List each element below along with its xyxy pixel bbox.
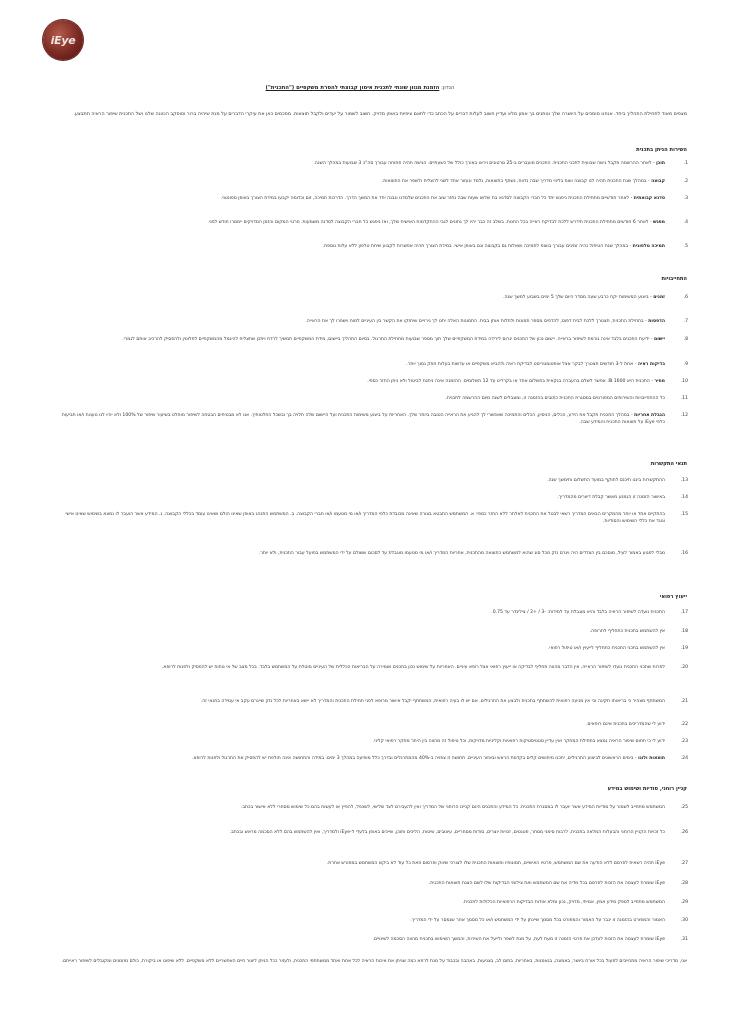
clause-number: 22. — [680, 722, 688, 727]
clause-number: 15. — [680, 512, 688, 517]
clause-text — [60, 178, 665, 185]
clause-heading: תמיכה טלפונית — [632, 244, 665, 249]
iEye-logo — [43, 20, 83, 60]
clause-text — [60, 917, 665, 924]
clause-text — [60, 361, 665, 368]
clause-body: - במהלך שנת התכנית תהיה לנו קבוצה ווצפ בליווי מדריך שבה נדווח, נשתף בתוצאות, נלמד ונעזור אחד לשני להצליח ולשפר את התוצאות. — [381, 179, 652, 184]
clause-number: 14. — [680, 495, 688, 500]
clause-text — [60, 829, 665, 836]
clause-text — [60, 494, 665, 501]
clause-text — [60, 628, 665, 635]
clause-body: אין להשתמש בתכנית כתחליף לתרופה. — [589, 629, 665, 634]
clause-body: - אחת ל-3 חודשים תצטרך לבקר אצל אופטומטריסט לבדיקת ראיה ולהביא משקפיים או עדשות בעלות חוזק נמוך יותר. — [406, 362, 638, 367]
clause-number: 10. — [680, 379, 688, 384]
clause-number: 23. — [680, 739, 688, 744]
clause-number: 11. — [680, 396, 688, 401]
clause-text — [60, 511, 665, 526]
section-title-commitments: התחייבויות — [661, 276, 687, 282]
clause-number: 18. — [680, 629, 688, 634]
clause-body: כל זכויות הקניין הרוחני והבעלות המלאה בתכנית, לרבות סימני מסחר, פטנטים, זכויות יוצרים, סודות מסחריים, עיצובים, שיטות, הליכים ותוכן, שייכים באופן בלעדי ל-iEye ולמדריך, ואין להשתמש בהם ללא הסכמה מראש ובכתב. — [229, 830, 665, 835]
clause-text — [60, 936, 665, 943]
clause-body: המשתמש מתחייב לספק מידע אמין, אמיתי, מדויק, נכון ומלא אודות הבדיקות הרפואיות הכלולות לתכנית. — [462, 900, 665, 905]
clause-heading: קבוצה — [651, 179, 665, 184]
clause-heading: תוצאות ולוגו — [638, 756, 665, 761]
clause-body: המשתתף מצהיר כי בריאותו תקינה וכי אין מניעה רפואית להשתתף בתכנית ולבצע את התרגילים. אם יש לו בעיה רפואית, המשתתף יקבל אישור מרופא לפני תחילת התכנית והמדריך לא יישא באחריות לכל נזק שייגרם עקב אי עמידה בתנאי זה. — [200, 699, 665, 704]
clause-number: 31. — [680, 937, 688, 942]
clause-body: iEye שומרת לעצמה את הזכות לעדכן את פרטי הזמנה זו מעת לעת, על מנת לשפר ולייעל את השירות, והמשך השימוש בתכנית מהווה הסכמה לשינויים. — [372, 937, 665, 942]
clause-number: 6. — [683, 295, 688, 300]
clause-text — [60, 412, 665, 427]
clause-number: 4. — [683, 220, 688, 225]
clause-number: 30. — [680, 918, 688, 923]
clause-number: 2. — [683, 179, 688, 184]
clause-text — [60, 698, 665, 705]
clause-heading: זמנים — [653, 295, 665, 300]
clause-body: iEye תהיה רשאית לפרסם ללא הודעה את שם המשתמש, פרטיו האישיים, תמונותיו ותוצאות התכנית שלו לצורכי שיווק ופרסום וזאת כל עוד לא ביקש המשתמש במפורש אחרת. — [326, 861, 665, 866]
clause-body: - ביצוע המשימות יקח כרבע שעה מסדר היום שלך 5 ימים בשבוע למשך שנה. — [503, 295, 654, 300]
clause-text — [60, 318, 665, 325]
clause-body: באישור הזמנה זו הנמנע מאשר קבלת דיוורים מהמדריך. — [557, 495, 665, 500]
clause-text — [60, 755, 665, 762]
clause-body: - ידיעת התכנים בלבד אינה גורמת לשיפור בראייה. יישום נכון של התכנים יגרום לירידה במידת המשקפיים שלך תוך מספר שבועות מתחילת התרגול. בסיום התהליך ביישום, מידת המשקפיים תמשיך לרדת ויתכן שתצליח להיגמל מהמשקפיים לחלוטין ולהפסיק להרכיב אותם לגמרי. — [122, 337, 655, 342]
clause-text — [60, 721, 665, 728]
clause-number: 21. — [680, 699, 688, 704]
clause-body: - בימים הראשונים לביצוע התרגילים, יתכנו מיחושים קלים בקדמת הראש ובאזור העיניים. תחושה זו צפויה ב-40% מהמתרגלים ובדרך כלל מופיעה במהלך 3 ימים. במידה והתחושה אינה חולפת יש להפסיק את התרגול ולפנות לרופא. — [192, 756, 639, 761]
clause-body: - לאחר ההרשמה תקבל גישה שבועית לתכני התכנית. התכנים מועברים ב-25 סרטונים ויראו באורך כולל של כשעתיים. הגישה תהיה פתוחה עבורך סה"כ 3 שבועות במהלך השנה. — [313, 161, 657, 166]
clause-heading: סדנא קבוצתית — [633, 196, 665, 201]
clause-text — [60, 645, 665, 652]
clause-body: - במהלך התכנית תקבל את הידע, הכלים, הניסיון, הכלים והתמיכה שאפשרי לך להגיע את הראייה הטובה ביותר שלך. האחריות על ביצוע משימות התכנית ועל היישום שלה תלויה בך ובשכל החלטותיך. אנו לא מבטיחים הבטחה לשיפור מוחלט בשיעור שיפור של 100% ולא יהיו לנו טענות ו/או תביעות כלפי iEye על תוצאות התכנית והמידע שבה. — [61, 413, 665, 426]
clause-heading: מחיר — [654, 379, 665, 384]
clause-body: בהתקיים אחד או יותר מהמקרים הבאים המדריך רשאי לבטל את התכנית לאלתר ללא החזר כספי: א. המשתמש התבטא בצורה שאינה מכובדת כלפי המדריך ו/או מי מטעמו ו/או חברי הקבוצה. ב. המשתמש התנהג באופן שאינו הולם ושאינו עומד בכללי הקבוצה. ג. המידע אשר הועבר לו נמצא בשימוש שאינו אישי ונוגד את כללי השימוש והסודיות. — [65, 512, 665, 525]
clause-number: 1. — [683, 161, 688, 166]
clause-number: 29. — [680, 900, 688, 905]
clause-number: 3. — [683, 196, 688, 201]
clause-number: 8. — [683, 337, 688, 342]
clause-number: 27. — [680, 861, 688, 866]
clause-number: 7. — [683, 319, 688, 324]
clause-body: אין להשתמש בתכני התכנית כתחליף לייעוץ ו/או טיפול רפואי. — [547, 646, 665, 651]
clause-heading: יישום — [654, 337, 665, 342]
section-title-medical: ייעוץ רפואי — [659, 594, 687, 600]
clause-text — [60, 899, 665, 906]
clause-text — [60, 243, 665, 250]
clause-body: - במהלך שנת הטיפול נהיה זמינים עבורך בווצפ לתמיכה ושאלות גם בקבוצה וגם באופן אישי. במידת הצורך תהיה אפשרות לקבוע שיחת טלפון ללא עלות נוספת. — [322, 244, 633, 249]
clause-number: 26. — [680, 830, 688, 835]
section-title-terms: תנאי התקשרות — [650, 461, 687, 467]
clause-body: - בתחילת התכנית, תצטרך ללכת לבית דפוס, להדפיס מספר תמונות ולתלות אותן בבית. התמונות האלה יתנו לך גירויים שיחזקו את הקשר בין העיניים למוח וישפרו לך את הראייה. — [305, 319, 649, 324]
clause-heading: הגבלת אחריות — [634, 413, 665, 418]
subject-line — [60, 85, 660, 91]
clause-text — [60, 160, 665, 167]
logo-text: iEye — [50, 33, 76, 47]
clause-text — [60, 477, 665, 484]
clause-number: 5. — [683, 244, 688, 249]
clause-number: 17. — [680, 610, 688, 615]
clause-text — [60, 378, 665, 385]
clause-number: 20. — [680, 665, 688, 670]
subject-title: הזמנת מגוון שונתי לתכנית אימון קבוצתי להסרת משקפיים ("התכנית") — [265, 85, 440, 91]
clause-number: 13. — [680, 478, 688, 483]
clause-body: - לאחר חודשיים מתחילת התכנית ניפגש יחד כל חברי הקבוצה לסדנא בת שלוש שעות שבה נחזר שוב את התכנים שלמדנו ונבנה יחד את המשך הדרך. הדרכות תמיכה, זום וכדומה יקבעו במידת הצורך באופן ספונטני. — [220, 196, 634, 201]
closing-paragraph: אני, מדריכי שיפור הראיה מתחייבים לפעול בכל אורח ביושר, באמונה, בנאמנות, באחריות, בתום לב, בצניעות, באהבה ובכבוד על מנת לרפא כמה שניתן את איכות הראיה לכל אחת ואחד ממשתתפי התכנית, ולעזור ככל הניתן ליצור חיים האפשריים ללא משקפיים. ללא שיפוט או ביקורת, כולם מוזמנים ומקובלים לשיפור ראייתם. — [61, 959, 687, 964]
clause-body: - לאחר 6 חודשים מתחילת התכנית תידרש ללכת לבדיקת ראייה בכל החנות. בשלב זה כבר יהיו לך נתונים לגבי ההתקדמות האישית שלך, ואז ניפגש כל חברי הקבוצה לסדנה משמעות. פרטי המקום והזמן המדויקים יימסרו חודש לפני. — [207, 220, 654, 225]
clause-number: 24. — [680, 756, 688, 761]
clause-text — [60, 609, 665, 616]
clause-text — [60, 550, 665, 557]
clause-body: כל ההתחייבויות והשירותים המפורטים במסגרת התכנית כתובים בהזמנה זו, ומוגבלים לשנה מיום ההרשמה לתכנית. — [445, 396, 665, 401]
clause-text — [60, 336, 665, 343]
clause-body: - התכנית היא 1600 ₪. אפשר לשלם בהעברה בנקאית בתשלום אחד או בקרדיט עד 12 תשלומים. ההזמנה אינה ניתנת לביטול ולא ניתן החזר כספי. — [367, 379, 655, 384]
clause-text — [60, 860, 665, 867]
clause-body: iEye שומרת לעצמה את הזכות לפרסם בכל מדיה את שם המשתמש ואת צילומי הבדיקות שלו לשם הצגת תוצאות התכנית. — [428, 881, 665, 886]
clause-text — [60, 219, 665, 226]
section-title-ip: קניין רוחני, סודיות ושימוש במידע — [607, 786, 687, 792]
clause-text — [60, 738, 665, 745]
clause-text — [60, 195, 665, 202]
clause-text — [60, 880, 665, 887]
clause-number: 9. — [683, 362, 688, 367]
clause-heading: הדפסות — [648, 319, 665, 324]
clause-text — [60, 294, 665, 301]
clause-number: 28. — [680, 881, 688, 886]
clause-text — [60, 395, 665, 402]
clause-body: ידוע לי שהמדריכים בתכנית אינם רופאים. — [586, 722, 665, 727]
clause-text — [60, 664, 665, 671]
clause-body: ידוע לי כי תחום שיפור הראיה נמצא בתחילת המחקר ואין עדיין סטטיסטיקות רפואיות וקליניות מדויקות, וכל טיפול זה מהווה בין היתר מחקר רפואי קליני. — [372, 739, 665, 744]
clause-body: התכנית נועדה לשיפור הראיה בלבד והיא מוגבלת עד למידות: -3 / +2 / צילינדר עד 0.75. — [491, 610, 665, 615]
clause-body: לפרות שתכני התכנית נועדו לשיפור הראייה, אין הדבר מהווה תחליף לבדיקה או ייעוץ רפואי אצל רופא עיניים. האחריות על שימוש נכון בתכנים ושמירה על הבריאות הכללית של העיניים מוטלת על המשתמש בלבד. בכל מצב של אי נוחות יש להפסיק ולפנות לרופא. — [161, 665, 665, 670]
subject-prefix: הנדון: — [441, 85, 455, 91]
clause-number: 16. — [680, 551, 688, 556]
section-title-service: השירות הניתן בתכנית — [636, 147, 687, 153]
clause-body: האמור והמפורט בהזמנה זו יגבר על האמור והמפורט בכל מסמך שיינתן על ידי המשתמש ו/או כל מסמך אחר שנמסר על ידי המדריך. — [410, 918, 665, 923]
clause-body: המשתמש מתחייב לשמור על סודיות המידע אשר יועבר לו במסגרת התכנית. כל המידע והתכנים הינם קניינו הרוחני של המדריך ואין להעבירם לצד שלישי, לשכפל, להפיץ או לעשות בהם כל שימוש מסחרי ללא אישור בכתב. — [240, 805, 665, 810]
intro-paragraph: מצפים מאוד לתחילת התהליך ביחד. אנחנו סומכים על היושרה שלך ונותנים בך אמון מלא ועדיין חשוב לעלות דברים על הכתב כדי לתאם ציפיות באופן מדויק. חשוב לשמור על יעדים ולקבל תוצאות. מסכמים כאן את עיקרי הדברים על מנת שיהיה ברור וסוסקב הכוונה שלנו ושל התכנית שיפור הראיה תתבצע. — [73, 112, 687, 117]
clause-heading: בדיקות ראיה — [637, 362, 665, 367]
clause-heading: מפגש — [653, 220, 665, 225]
clause-body: ההתקשרות ביננו תיכנס לתוקף במועד התשלום ותימשך שנה. — [547, 478, 665, 483]
clause-heading: תוכן — [656, 161, 665, 166]
clause-number: 25. — [680, 805, 688, 810]
clause-number: 12. — [680, 413, 688, 418]
clause-body: מבלי לפגוע באמור לעיל, מוסכם בין הצדדים היה ויגרם נזק מכל סוג שהוא למשתמש כתוצאה מהתכנית, אחריות המדריך ו/או מי מטעמו מוגבלת עד לסכום ששולם על ידי המשתמש בפועל עבור התכנית, ולא יותר. — [258, 551, 665, 556]
clause-text — [60, 804, 665, 811]
clause-number: 19. — [680, 646, 688, 651]
